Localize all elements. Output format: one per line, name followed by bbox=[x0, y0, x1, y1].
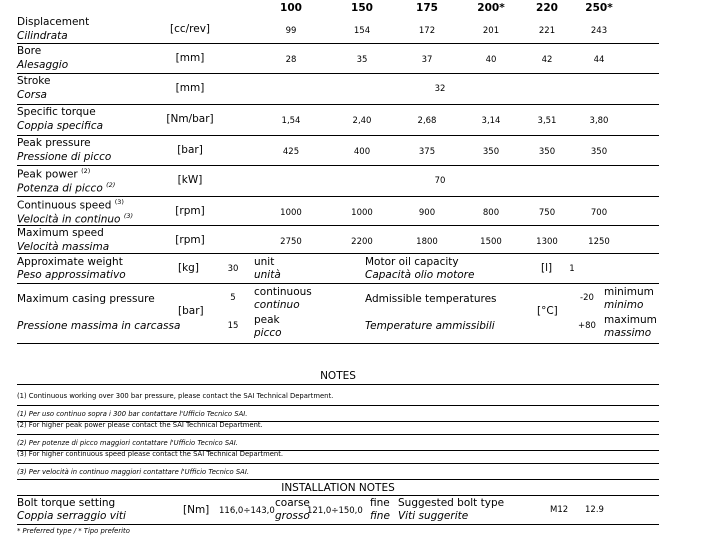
row-label-it: Velocità massima bbox=[17, 241, 110, 253]
row-label-en: Displacement bbox=[17, 16, 90, 28]
oil-label-en: Motor oil capacity bbox=[365, 256, 459, 268]
unit: [rpm] bbox=[175, 205, 205, 217]
bolt-type: M12 bbox=[550, 505, 569, 515]
row-label-it: Alesaggio bbox=[17, 59, 69, 71]
row-divider bbox=[17, 196, 659, 197]
bolt-suggested-it: Viti suggerite bbox=[398, 510, 469, 522]
bolt-label-en: Bolt torque setting bbox=[17, 497, 116, 509]
footnote-ref: (2) bbox=[106, 181, 116, 189]
temp-l2-it: massimo bbox=[604, 327, 652, 339]
row-divider bbox=[17, 135, 659, 136]
bolt-coarse-it: grosso bbox=[275, 510, 310, 522]
cell-value: 99 bbox=[285, 26, 297, 36]
cell-value: 350 bbox=[590, 147, 608, 157]
row-divider bbox=[17, 165, 659, 166]
cell-value: 28 bbox=[285, 55, 297, 65]
cell-value: 42 bbox=[541, 55, 553, 65]
temp-l2-en: maximum bbox=[604, 314, 657, 326]
cell-value: 37 bbox=[421, 55, 433, 65]
cell-value: 2200 bbox=[351, 237, 373, 247]
row-label-en: Peak power $^{(2)}$ bbox=[17, 167, 91, 181]
row-label-it: Potenza di picco $^{(2)}$ bbox=[17, 181, 116, 195]
cell-value-all: 70 bbox=[434, 176, 446, 186]
cell-value: 1000 bbox=[280, 208, 302, 218]
unit: [kW] bbox=[177, 174, 203, 186]
row-label-it: Pressione di picco bbox=[17, 151, 112, 163]
footnote-ref: (3) bbox=[123, 212, 134, 220]
cell-value: 35 bbox=[356, 55, 368, 65]
cell-value: 1300 bbox=[536, 237, 558, 247]
unit: [cc/rev] bbox=[169, 23, 211, 35]
bolt-coarse-val: 116,0÷143,0 bbox=[219, 506, 275, 516]
cell-value: 172 bbox=[418, 26, 436, 36]
note-en: (1) Continuous working over 300 bar pressure, please contact the SAI Technical Department. bbox=[17, 392, 334, 400]
temp-label-en: Admissible temperatures bbox=[365, 293, 497, 305]
note-divider bbox=[17, 479, 659, 480]
row-label-en: Peak pressure bbox=[17, 137, 91, 149]
temp-l1-it: minimo bbox=[604, 299, 644, 311]
row-label-en: Stroke bbox=[17, 75, 51, 87]
column-header: 100 bbox=[280, 2, 302, 14]
casing-l1-it: continuo bbox=[254, 299, 300, 311]
bolt-label-it: Coppia serraggio viti bbox=[17, 510, 126, 522]
cell-value: 400 bbox=[353, 147, 371, 157]
oil-value: 1 bbox=[569, 264, 575, 274]
install-title: INSTALLATION NOTES bbox=[281, 482, 395, 494]
cell-value: 750 bbox=[538, 208, 556, 218]
temp-l1-en: minimum bbox=[604, 286, 654, 298]
column-header: 175 bbox=[416, 2, 438, 14]
cell-value: 700 bbox=[590, 208, 608, 218]
row-label-it: Corsa bbox=[17, 89, 47, 101]
cell-value: 350 bbox=[538, 147, 556, 157]
weight-label-it: Peso approssimativo bbox=[17, 269, 126, 281]
row-divider bbox=[17, 43, 659, 44]
column-header: 150 bbox=[351, 2, 373, 14]
casing-unit: [bar] bbox=[178, 305, 204, 317]
unit: [mm] bbox=[175, 52, 205, 64]
cell-value: 243 bbox=[590, 26, 608, 36]
note-divider bbox=[17, 405, 659, 406]
row-divider bbox=[17, 343, 659, 344]
row-divider bbox=[17, 283, 659, 284]
column-header: 220 bbox=[536, 2, 558, 14]
temp-label-it: Temperature ammissibili bbox=[365, 320, 495, 332]
unit: [Nm/bar] bbox=[166, 113, 214, 125]
cell-value: 154 bbox=[353, 26, 371, 36]
cell-value: 2,40 bbox=[352, 116, 372, 126]
weight-unit-label-it: unità bbox=[254, 269, 281, 281]
row-label-en: Maximum speed bbox=[17, 227, 104, 239]
bolt-coarse-en: coarse bbox=[275, 497, 310, 509]
row-label-en: Bore bbox=[17, 45, 42, 57]
row-divider bbox=[17, 225, 659, 226]
row-label-it: Cilindrata bbox=[17, 30, 68, 42]
column-header: 250* bbox=[585, 2, 613, 14]
weight-value: 30 bbox=[227, 264, 239, 274]
cell-value: 900 bbox=[418, 208, 436, 218]
cell-value: 3,14 bbox=[481, 116, 501, 126]
cell-value: 1500 bbox=[480, 237, 502, 247]
bolt-class: 12.9 bbox=[585, 505, 604, 515]
weight-unit-label-en: unit bbox=[254, 256, 275, 268]
row-label-en: Continuous speed $^{(3)}$ bbox=[17, 198, 124, 212]
footer-note: * Preferred type / * Tipo preferito bbox=[17, 527, 130, 535]
bolt-fine-it: fine bbox=[370, 510, 390, 522]
cell-value-all: 32 bbox=[434, 84, 446, 94]
bolt-fine-val: 121,0÷150,0 bbox=[307, 506, 363, 516]
casing-l1-en: continuous bbox=[254, 286, 312, 298]
note-en: (2) For higher peak power please contact the SAI Technical Department. bbox=[17, 421, 263, 429]
cell-value: 3,80 bbox=[589, 116, 609, 126]
row-divider bbox=[17, 104, 659, 105]
temp-value-1: -20 bbox=[580, 293, 594, 303]
casing-label-it: Pressione massima in carcassa bbox=[17, 320, 181, 332]
row-divider bbox=[17, 253, 659, 254]
note-divider bbox=[17, 463, 659, 464]
note-it: (1) Per uso continuo sopra i 300 bar contattare l'Ufficio Tecnico SAI. bbox=[17, 410, 248, 418]
cell-value: 40 bbox=[485, 55, 497, 65]
bolt-suggested-en: Suggested bolt type bbox=[398, 497, 505, 509]
oil-unit: [l] bbox=[541, 262, 553, 274]
cell-value: 1,54 bbox=[281, 116, 301, 126]
note-en: (3) For higher continuous speed please contact the SAI Technical Department. bbox=[17, 450, 284, 458]
cell-value: 425 bbox=[282, 147, 300, 157]
cell-value: 3,51 bbox=[537, 116, 557, 126]
cell-value: 800 bbox=[482, 208, 500, 218]
notes-title: NOTES bbox=[320, 370, 356, 382]
temp-value-2: +80 bbox=[578, 321, 596, 331]
row-label-it: Velocità in continuo $^{(3)}$ bbox=[17, 212, 134, 226]
cell-value: 1000 bbox=[351, 208, 373, 218]
casing-l2-it: picco bbox=[254, 327, 282, 339]
temp-unit: [°C] bbox=[537, 305, 558, 317]
casing-value-2: 15 bbox=[227, 321, 239, 331]
oil-label-it: Capacità olio motore bbox=[365, 269, 475, 281]
cell-value: 2750 bbox=[280, 237, 302, 247]
row-divider bbox=[17, 524, 659, 525]
row-label-it: Coppia specifica bbox=[17, 120, 104, 132]
row-divider bbox=[17, 495, 659, 496]
cell-value: 1250 bbox=[588, 237, 610, 247]
cell-value: 2,68 bbox=[417, 116, 437, 126]
weight-unit: [kg] bbox=[178, 262, 199, 274]
unit: [bar] bbox=[177, 144, 203, 156]
cell-value: 44 bbox=[593, 55, 605, 65]
cell-value: 201 bbox=[482, 26, 500, 36]
footnote-ref: (3) bbox=[114, 198, 124, 206]
casing-label-en: Maximum casing pressure bbox=[17, 293, 155, 305]
cell-value: 350 bbox=[482, 147, 500, 157]
row-label-en: Specific torque bbox=[17, 106, 96, 118]
column-header: 200* bbox=[477, 2, 505, 14]
casing-l2-en: peak bbox=[254, 314, 280, 326]
note-it: (2) Per potenze di picco maggiori contattare l'Ufficio Tecnico SAI. bbox=[17, 439, 238, 447]
row-divider bbox=[17, 384, 659, 385]
casing-value-1: 5 bbox=[230, 293, 236, 303]
cell-value: 375 bbox=[418, 147, 436, 157]
bolt-fine-en: fine bbox=[370, 497, 390, 509]
cell-value: 221 bbox=[538, 26, 556, 36]
weight-label-en: Approximate weight bbox=[17, 256, 123, 268]
row-divider bbox=[17, 73, 659, 74]
unit: [rpm] bbox=[175, 234, 205, 246]
cell-value: 1800 bbox=[416, 237, 438, 247]
unit: [mm] bbox=[175, 82, 205, 94]
note-divider bbox=[17, 434, 659, 435]
bolt-unit: [Nm] bbox=[183, 504, 210, 516]
footnote-ref: (2) bbox=[81, 167, 91, 175]
note-it: (3) Per velocità in continuo maggiori contattare l'Ufficio Tecnico SAI. bbox=[17, 468, 249, 476]
